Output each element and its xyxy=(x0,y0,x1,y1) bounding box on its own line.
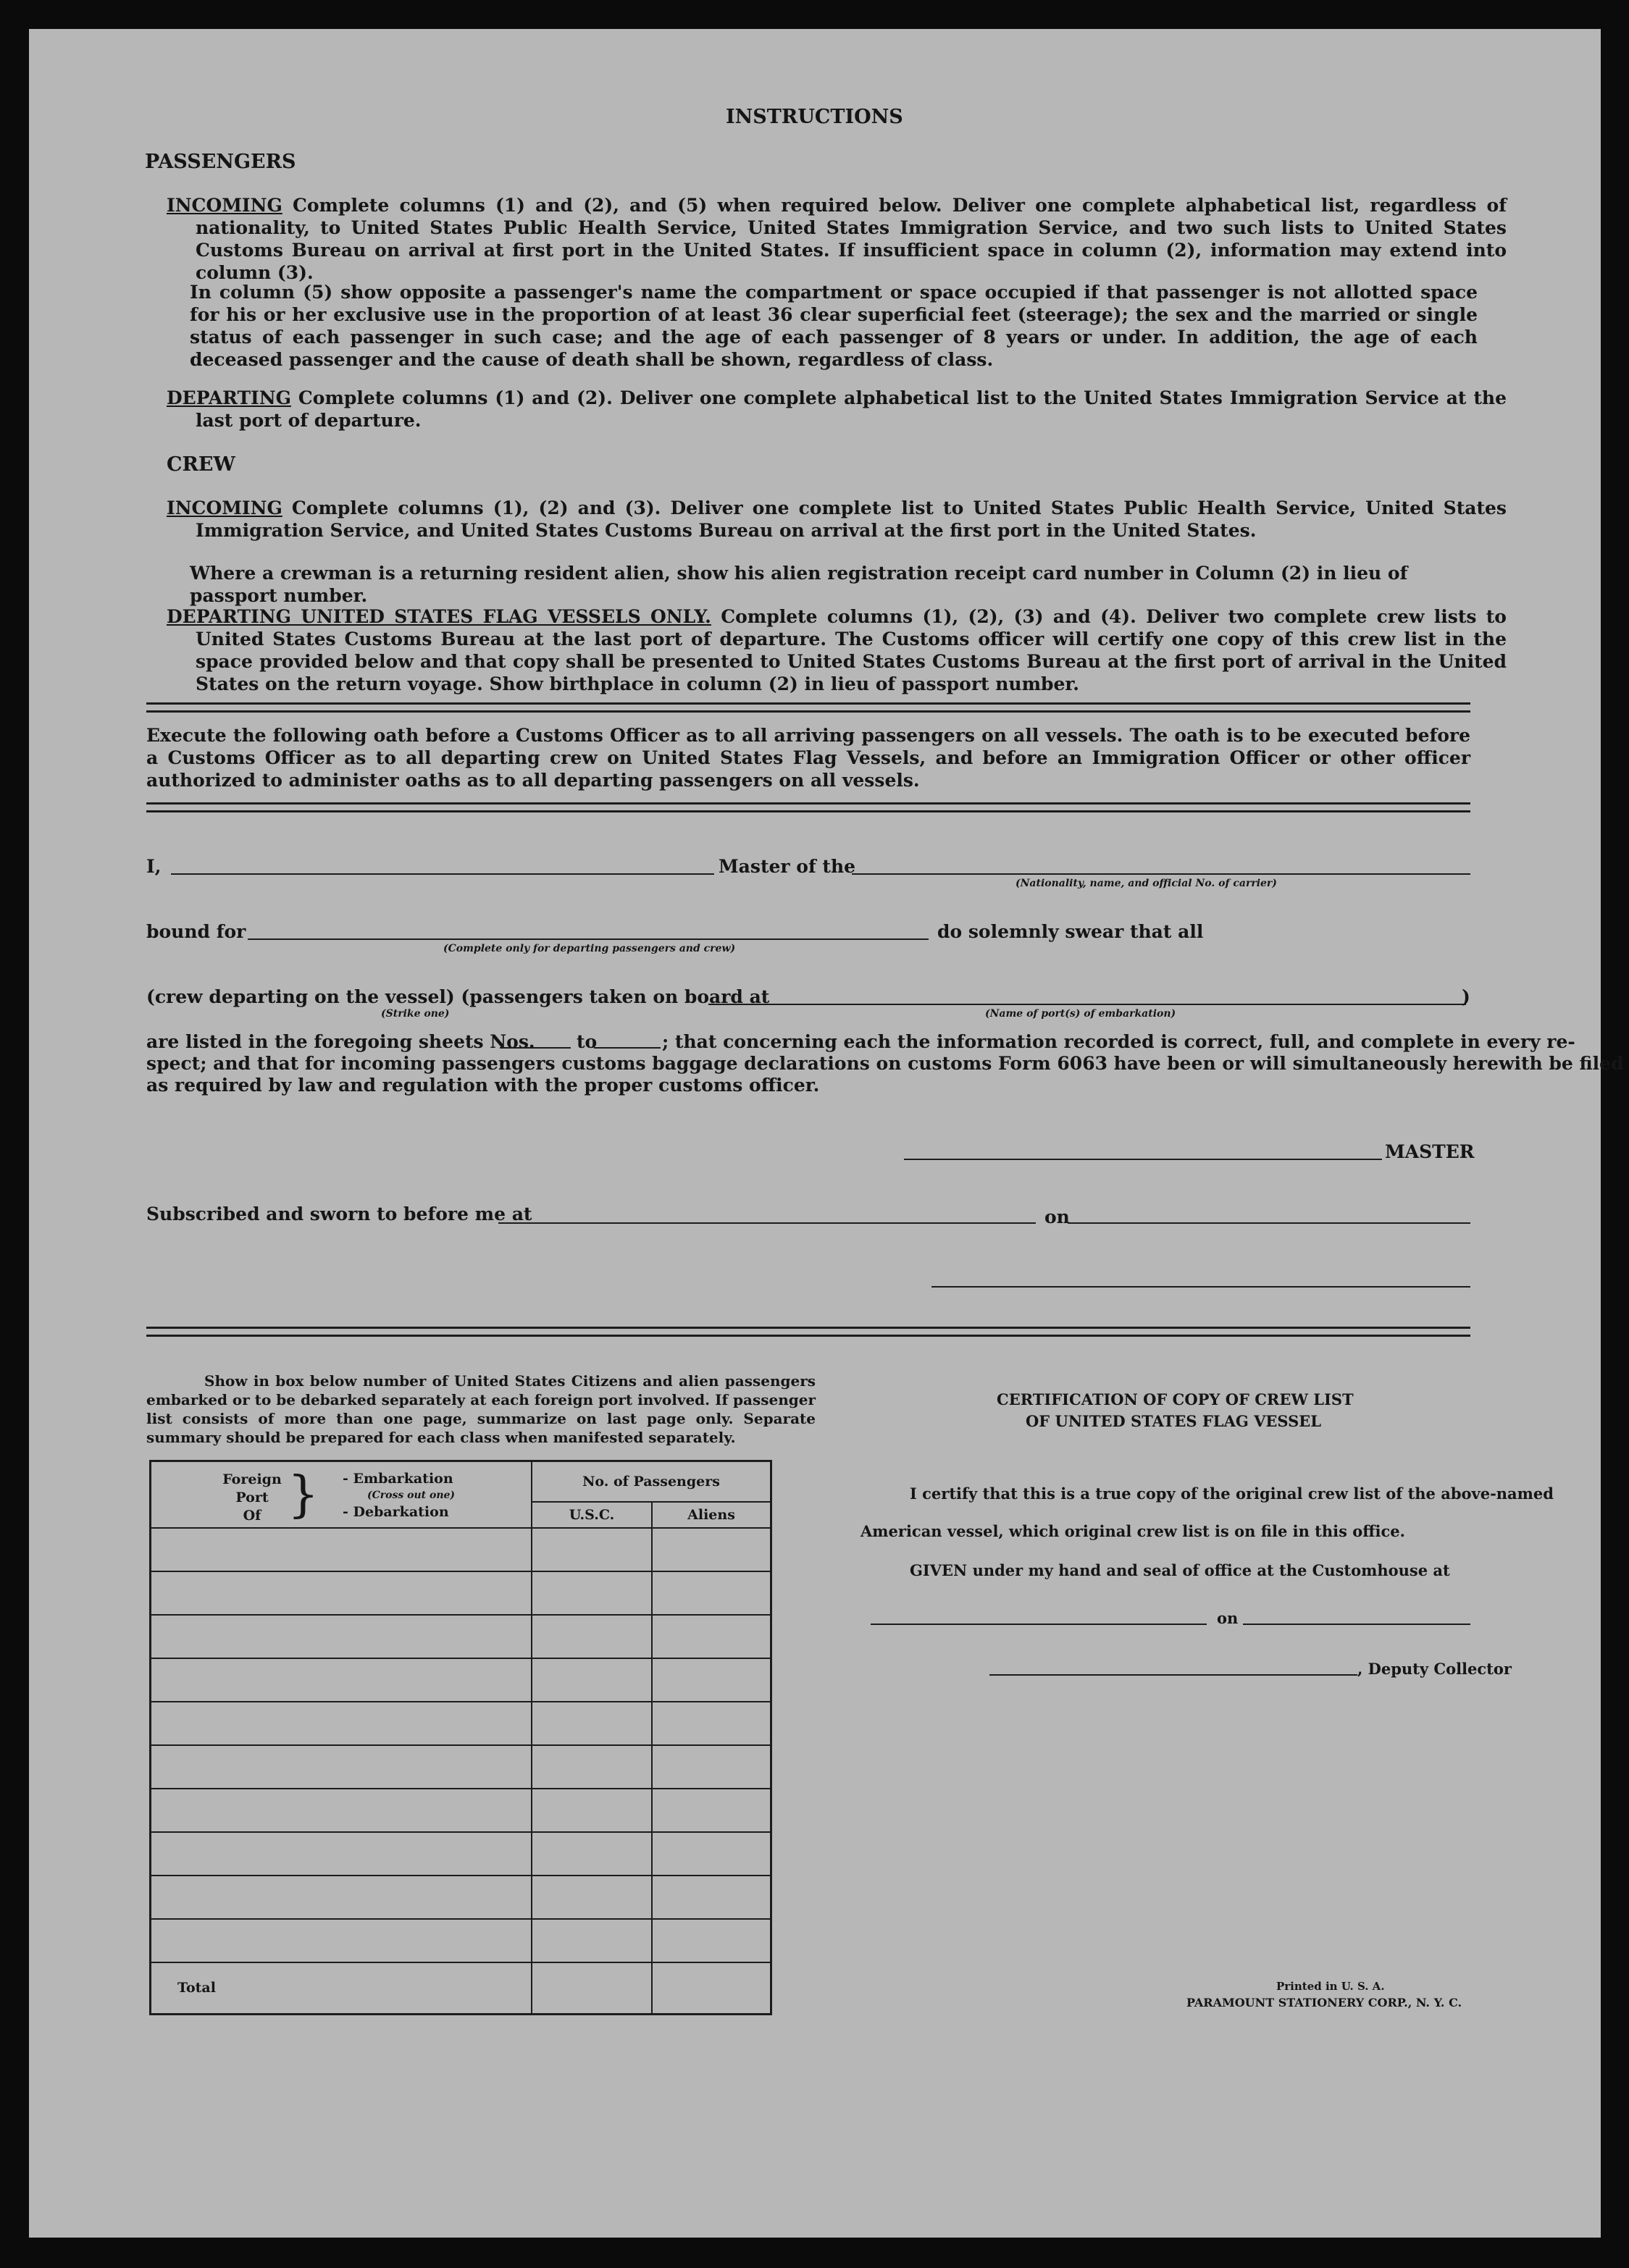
certification-date-field[interactable] xyxy=(1243,1624,1470,1625)
of-label: Of xyxy=(243,1508,261,1524)
usc-cell[interactable] xyxy=(532,1919,652,1962)
divider-3 xyxy=(146,1327,1470,1337)
passengers-incoming-text: Complete columns (1) and (2), and (5) when required below. Deliver one complete alphabetical list, regardless of nationality, to United States Public Health Service, United States Immigration Service, and two such lists to United States Customs Bureau on arrival at first port in the United States. If insufficient space in column (2), information may extend into column (3). xyxy=(196,195,1507,283)
crew-departing-text: Complete columns (1), (2), (3) and (4). Deliver two complete crew lists to United States Customs Bureau at the last port of departure. The Customs officer will certify one copy of this crew list in the space provided below and that copy shall be presented to United States Customs Bureau at the first port of arrival in the United States on the return voyage. Show birthplace in column (2) in lieu of passport number. xyxy=(196,606,1507,694)
form-sheet xyxy=(29,29,1624,2238)
passenger-summary-table xyxy=(149,1460,772,2015)
port-cell[interactable] xyxy=(151,1919,532,1962)
table-row xyxy=(151,1571,771,1615)
port-embarkation-field[interactable] xyxy=(708,1004,1466,1005)
carrier-caption: (Nationality, name, and official No. of carrier) xyxy=(1015,878,1277,889)
crew-incoming-paragraph xyxy=(167,497,1507,542)
subscribed-on-label: on xyxy=(1044,1206,1070,1227)
subscribed-label: Subscribed and sworn to before me at xyxy=(146,1204,532,1225)
usc-cell[interactable] xyxy=(532,1528,652,1571)
usc-cell[interactable] xyxy=(532,1876,652,1919)
aliens-cell[interactable] xyxy=(652,1919,771,1962)
certification-line-3: GIVEN under my hand and seal of office at the Customhouse at xyxy=(910,1561,1450,1579)
total-label: Total xyxy=(151,1962,532,2015)
aliens-cell[interactable] xyxy=(652,1528,771,1571)
table-row xyxy=(151,1528,771,1571)
subscribed-place-field[interactable] xyxy=(498,1222,1036,1224)
divider-1 xyxy=(146,702,1470,713)
usc-header: U.S.C. xyxy=(532,1502,652,1528)
table-row xyxy=(151,1658,771,1702)
port-cell[interactable] xyxy=(151,1832,532,1876)
debarkation-label: - Debarkation xyxy=(343,1504,449,1520)
usc-cell[interactable] xyxy=(532,1745,652,1789)
aliens-cell[interactable] xyxy=(652,1876,771,1919)
deputy-signature-field[interactable] xyxy=(989,1674,1357,1676)
close-paren: ) xyxy=(1462,986,1470,1007)
solemnly-swear-label: do solemnly swear that all xyxy=(937,921,1204,942)
aliens-cell[interactable] xyxy=(652,1832,771,1876)
master-label: MASTER xyxy=(1385,1141,1475,1162)
aliens-total-cell[interactable] xyxy=(652,1962,771,2015)
table-row xyxy=(151,1919,771,1962)
aliens-cell[interactable] xyxy=(652,1571,771,1615)
printed-in-label: Printed in U. S. A. xyxy=(1276,1980,1385,1993)
master-signature-field[interactable] xyxy=(904,1159,1382,1160)
certification-on-label: on xyxy=(1217,1609,1239,1627)
usc-cell[interactable] xyxy=(532,1789,652,1832)
oath-i-label: I, xyxy=(146,856,162,877)
certification-line-1: I certify that this is a true copy of the original crew list of the above-named xyxy=(910,1484,1554,1503)
passengers-incoming-paragraph xyxy=(167,194,1507,284)
usc-cell[interactable] xyxy=(532,1658,652,1702)
total-row xyxy=(151,1962,771,2015)
port-cell[interactable] xyxy=(151,1658,532,1702)
subscribed-date-field[interactable] xyxy=(1068,1222,1470,1224)
table-row xyxy=(151,1789,771,1832)
port-cell[interactable] xyxy=(151,1615,532,1658)
port-cell[interactable] xyxy=(151,1702,532,1745)
certification-line-2: American vessel, which original crew list is on file in this office. xyxy=(860,1522,1405,1540)
port-embarkation-caption: (Name of port(s) of embarkation) xyxy=(985,1008,1176,1020)
listed-text-c: spect; and that for incoming passengers customs baggage declarations on customs Form 6063 have been or will simultaneously herewith be filed xyxy=(146,1053,1624,1074)
passengers-departing-text: Complete columns (1) and (2). Deliver one complete alphabetical list to the United States Immigration Service at the last port of departure. xyxy=(196,387,1507,431)
usc-cell[interactable] xyxy=(532,1615,652,1658)
passengers-departing-paragraph xyxy=(167,387,1507,432)
no-of-passengers-header: No. of Passengers xyxy=(532,1461,771,1502)
summary-instructions: Show in box below number of United States Citizens and alien passengers embarked or to be debarked separately at each foreign port involved. If passenger list consists of more than one page, summarize on last page only. Separate summary should be prepared for each class when manifested separately. xyxy=(146,1372,816,1446)
bound-for-label: bound for xyxy=(146,921,246,942)
sheet-to-label: to xyxy=(577,1031,598,1052)
bound-for-field[interactable] xyxy=(248,938,929,940)
crew-incoming-text: Complete columns (1), (2) and (3). Deliver one complete list to United States Public Health Service, United States Immigration Service, and United States Customs Bureau on arrival at the first port in the United States. xyxy=(196,497,1507,541)
crew-departing-label: DEPARTING UNITED STATES FLAG VESSELS ONLY. xyxy=(167,606,711,627)
customhouse-field[interactable] xyxy=(871,1624,1207,1625)
embarkation-label: - Embarkation xyxy=(343,1471,453,1487)
brace-icon: } xyxy=(288,1466,319,1524)
cross-out-caption: (Cross out one) xyxy=(367,1490,456,1501)
sheet-to-field[interactable] xyxy=(594,1047,661,1049)
passengers-column5-paragraph: In column (5) show opposite a passenger's name the compartment or space occupied if that passenger is not allotted space for his or her exclusive use in the proportion of at least 36 clear superficial feet (steerage); the sex and the married or single status of each passenger in such case; and the age of each passenger of 8 years or under. In addition, the age of each deceased passenger and the cause of death shall be shown, regardless of class. xyxy=(190,282,1478,370)
divider-2 xyxy=(146,802,1470,812)
deputy-collector-label: , Deputy Collector xyxy=(1357,1660,1512,1678)
port-cell[interactable] xyxy=(151,1528,532,1571)
passengers-incoming-label: INCOMING xyxy=(167,195,282,216)
listed-sheets-label: are listed in the foregoing sheets Nos. xyxy=(146,1031,535,1052)
listed-text-d: as required by law and regulation with the proper customs officer. xyxy=(146,1075,820,1096)
aliens-cell[interactable] xyxy=(652,1702,771,1745)
table-row xyxy=(151,1615,771,1658)
printer-name-label: PARAMOUNT STATIONERY CORP., N. Y. C. xyxy=(1186,1996,1462,2009)
crew-departing-paragraph xyxy=(167,605,1507,695)
crew-heading: CREW xyxy=(167,453,235,476)
port-cell[interactable] xyxy=(151,1745,532,1789)
passengers-departing-label: DEPARTING xyxy=(167,387,291,408)
table-row xyxy=(151,1745,771,1789)
port-cell[interactable] xyxy=(151,1789,532,1832)
crew-departing-label: (crew departing on the vessel) (passengers taken on board at xyxy=(146,986,770,1007)
listed-text-b: ; that concerning each the information recorded is correct, full, and complete in every re- xyxy=(662,1031,1575,1052)
table-row xyxy=(151,1876,771,1919)
strike-one-caption: (Strike one) xyxy=(381,1008,450,1020)
table-row xyxy=(151,1702,771,1745)
usc-cell[interactable] xyxy=(532,1832,652,1876)
foreign-port-header xyxy=(151,1461,532,1528)
port-cell[interactable] xyxy=(151,1571,532,1615)
port-cell[interactable] xyxy=(151,1876,532,1919)
usc-cell[interactable] xyxy=(532,1571,652,1615)
usc-cell[interactable] xyxy=(532,1702,652,1745)
crew-resident-paragraph: Where a crewman is a returning resident alien, show his alien registration receipt card number in Column (2) in lieu of passport number. xyxy=(190,563,1408,606)
aliens-header: Aliens xyxy=(652,1502,771,1528)
crew-incoming-label: INCOMING xyxy=(167,497,282,518)
officer-signature-field[interactable] xyxy=(931,1286,1470,1288)
usc-total-cell[interactable] xyxy=(532,1962,652,2015)
aliens-cell[interactable] xyxy=(652,1745,771,1789)
foreign-label: Foreign xyxy=(222,1471,282,1487)
page-title: INSTRUCTIONS xyxy=(726,106,903,128)
port-label: Port xyxy=(235,1490,269,1505)
sheet-from-field[interactable] xyxy=(500,1047,571,1049)
carrier-field[interactable] xyxy=(852,873,1470,875)
aliens-cell[interactable] xyxy=(652,1615,771,1658)
certification-title-1: CERTIFICATION OF COPY OF CREW LIST xyxy=(997,1390,1354,1408)
master-name-field[interactable] xyxy=(171,873,714,875)
oath-instruction: Execute the following oath before a Customs Officer as to all arriving passengers on all vessels. The oath is to be executed before a Customs Officer as to all departing crew on United States Flag Vessels, and before an Immigration Officer or other officer authorized to administer oaths as to all departing passengers on all vessels. xyxy=(146,725,1470,791)
passengers-heading: PASSENGERS xyxy=(145,151,296,173)
bound-for-caption: (Complete only for departing passengers and crew) xyxy=(443,943,736,954)
certification-title-2: OF UNITED STATES FLAG VESSEL xyxy=(1026,1412,1322,1430)
aliens-cell[interactable] xyxy=(652,1658,771,1702)
master-of-the-label: Master of the xyxy=(719,856,856,877)
aliens-cell[interactable] xyxy=(652,1789,771,1832)
table-row xyxy=(151,1832,771,1876)
